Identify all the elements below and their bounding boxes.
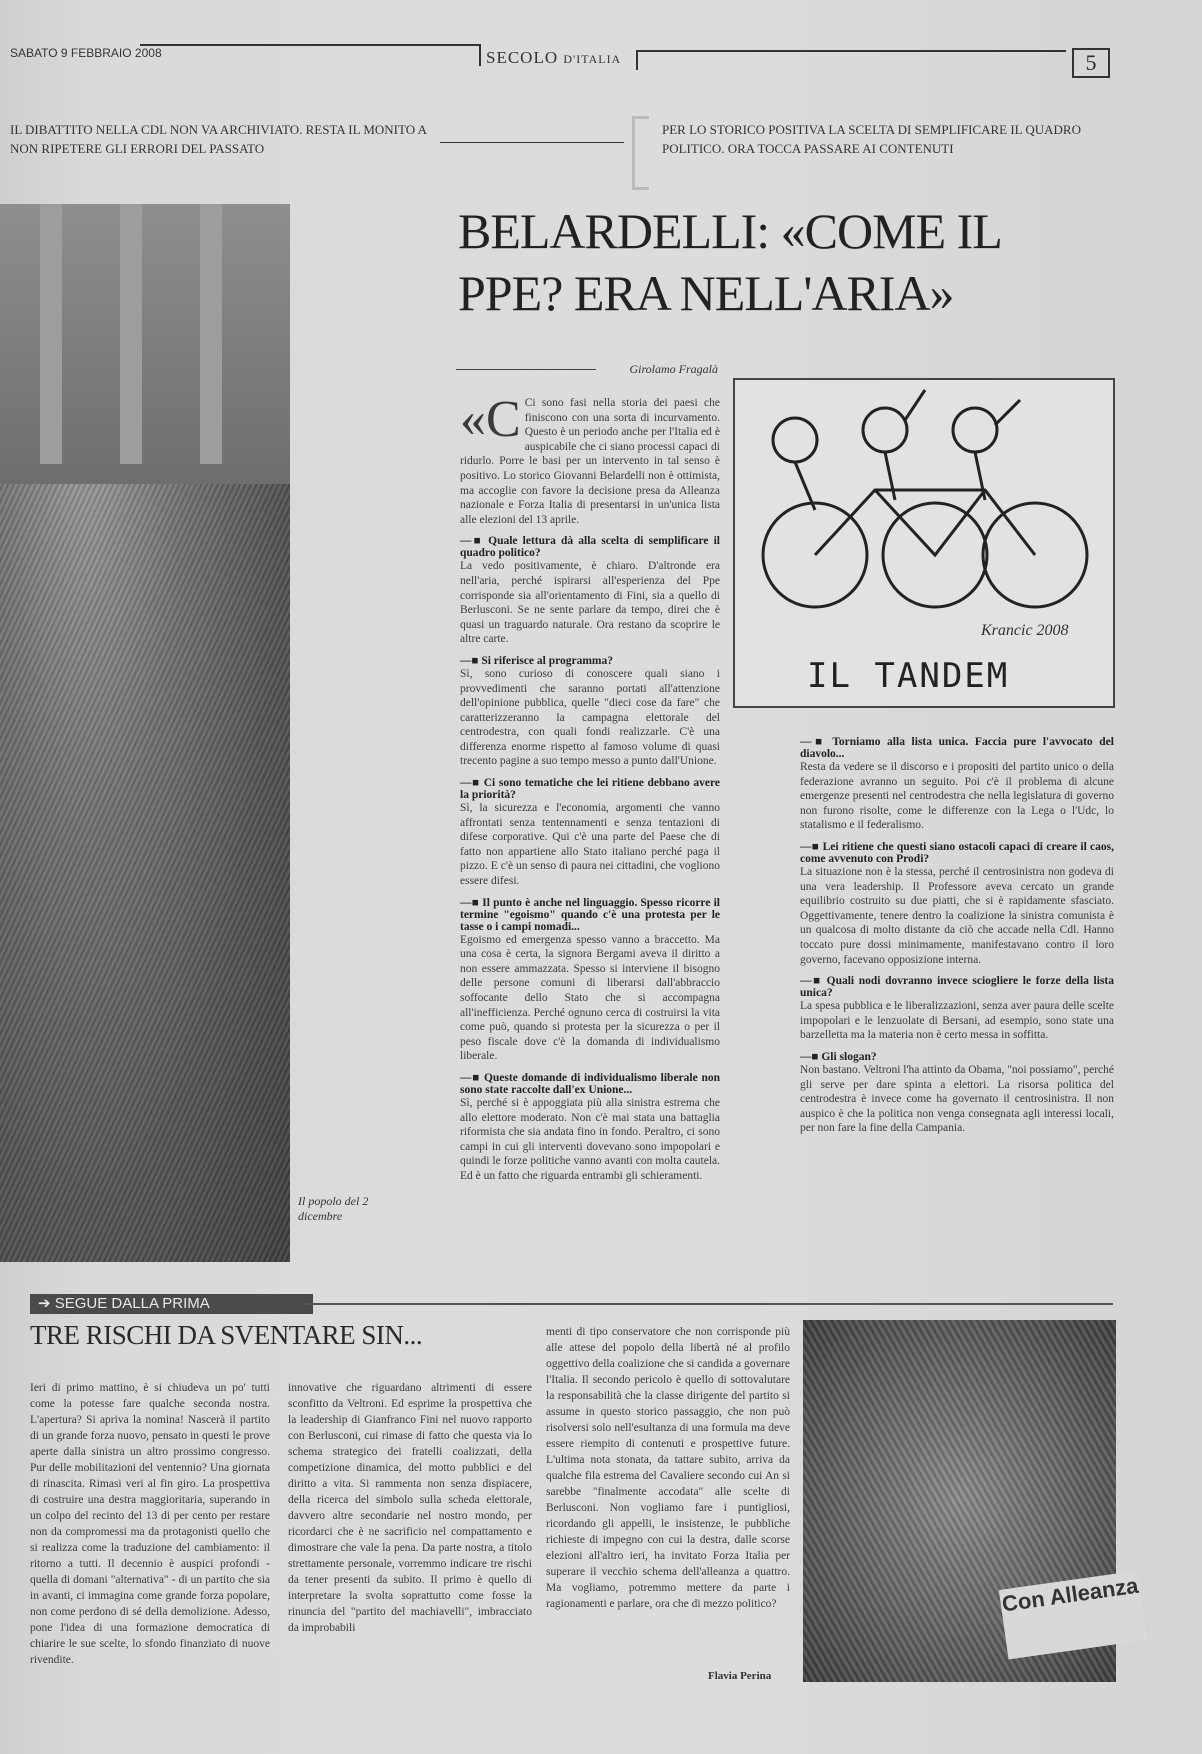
kicker-rule	[440, 142, 624, 143]
segue-text: innovative che riguardano altrimenti di essere sconfitto da Veltroni. Ed esprime la prospettiva che la leadership di Gianfranco Fini nel nuovo rapporto con Berlusconi, cui rimase di fatto che questa via lo schema strategico dei fratelli coalizzati, della competizione dinamica, del motto pubblici e del diritto a vita. Si rammenta non senza dispiacere, della ricerca del simbolo sulla scheda elettorale, davvero altre secondarie nel nostro mondo, per ricordarci che è ne sacrificio nel compattamento e dimostrare che vale la pena. Da parte nostra, a titolo strettamente personale, vorremmo indicare tre rischi da tener presenti da subito. Il primo è quello di interpretare la svolta soprattutto come fosse la rinuncia del "partito del machiavelli", imbracciato da improbabili	[288, 1382, 532, 1634]
byline: Girolamo Fragalà	[456, 362, 718, 377]
answer: Sì, la sicurezza e l'economia, argomenti che vanno affrontati senza tentennamenti e senza tentazioni di difese corporative. Qui c'è una parte del Paese che di fatto non appartiene allo Stato italiano perché paga il pizzo. E c'è un senso di paura nei cittadini, che vogliono essere difesi.	[460, 802, 720, 888]
question: —■ Ci sono tematiche che lei ritiene debbano avere la priorità?	[460, 777, 720, 801]
interview-column-1	[460, 391, 721, 1184]
answer: La situazione non è la stessa, perché il centrosinistra non godeva di una vera leadership. Il Professore aveva cercato un grande equilibrio costruito su due piatti, che si è rapidamente sfasciato. Oggettivamente, tenere dentro la coalizione la sinistra comunista è un qualcosa di molto distante da ciò che accade nella Cdl. Hanno toccato pure dossi minimamente, manifestavano contro il loro governo, facevano opposizione interna.	[800, 865, 1114, 966]
headline: BELARDELLI: «COME IL PPE? ERA NELL'ARIA»	[458, 203, 1000, 321]
interview-column-2	[800, 728, 1114, 1136]
header-rule-left	[140, 44, 480, 46]
segue-column-3	[546, 1324, 790, 1612]
answer: La vedo positivamente, è chiaro. D'altronde era nell'aria, perché ispirarsi all'esperienza del Ppe corrisponde sia all'orientamento di Fini, sia a quello di Berlusconi. Se ne sente parlare da tempo, direi che è quasi un traguardo naturale. Ora restano da scoprire le altre carte.	[460, 560, 720, 646]
segue-label: ➔ SEGUE DALLA PRIMA	[30, 1294, 313, 1314]
segue-text: menti di tipo conservatore che non corrisponde più alle attese del popolo della libertà né al profilo oggettivo della coalizione che si candida a governare l'Italia. Il secondo pericolo è quello di sottovalutare la responsabilità che la classe dirigente del partito si assume in questo storico passaggio, che non può risolversi solo nell'esultanza di una formula ma deve essere riempito di contenuti e prospettive future. L'ultima nota stonata, da tattare subito, arriva da qualche fila estrema del Cavaliere secondo cui An si sarebbe "finalmente accodata" alle scelte di Berlusconi. Non vogliamo fare i puntigliosi, ricordando gli appelli, le insistenze, le pubbliche richieste di impegno con cui la destra, dalle scorse elezioni all'altro ieri, ha invitato Forza Italia per superare il vecchio schema dell'alleanza a quattro. Ma vogliamo, potremmo mettere da parte i ragionamenti e parlare, ora che di mezzo politico?	[546, 1326, 790, 1610]
header-rule-left-v	[479, 44, 481, 66]
crowd-photo	[0, 204, 290, 1262]
answer: La spesa pubblica e le liberalizzazioni, senza aver paura delle scelte impopolari e le lenzuolate di Bersani, ad esempio, sono state una barzelletta ma la materia non è certo messa in soffitta.	[800, 1000, 1114, 1042]
photo-caption: Il popolo del 2 dicembre	[298, 1194, 369, 1223]
photo-pillar	[40, 204, 62, 464]
header-rule-right	[636, 50, 1066, 52]
segue-title: TRE RISCHI DA SVENTARE SIN...	[30, 1320, 423, 1350]
rally-photo	[803, 1320, 1140, 1682]
question: —■ Il punto è anche nel linguaggio. Spesso ricorre il termine "egoismo" quando c'è una protesta per le tasse o i campi nomadi...	[460, 897, 720, 933]
answer: Resta da vedere se il discorso e i propositi del partito unico o della federazione avranno un seguito. Poi c'è il problema di alcune emergenze presenti nel centrodestra che nella legislatura di governo non furono risolte, come le differenze con la Lega o l'Udc, lo statalismo e il federalismo.	[800, 761, 1114, 832]
photo-pillar	[120, 204, 142, 464]
answer: Sì, sono curioso di conoscere quali siano i provvedimenti che saranno portati all'attenzione dell'opinione pubblica, quelle "dieci cose da fare" che caratterizzeranno la campagna elettorale del centrodestra, con quali fondi realizzarle. C'è una differenza enorme rispetto al famoso volume di quasi trecento pagine a suo tempo messo a punto dall'Unione.	[460, 667, 720, 768]
segue-rule	[305, 1303, 1113, 1305]
cartoon	[733, 378, 1115, 708]
cartoon-signature: Krancic 2008	[981, 622, 1069, 639]
question: —■ Queste domande di individualismo liberale non sono state raccolte dall'ex Unione...	[460, 1072, 720, 1096]
question: —■ Gli slogan?	[800, 1051, 1114, 1063]
photo-banner: Con Alleanza	[999, 1571, 1147, 1660]
question: —■ Quale lettura dà alla scelta di semplificare il quadro politico?	[460, 535, 720, 559]
photo-pillar	[200, 204, 222, 464]
masthead: SECOLO D'ITALIA	[486, 48, 622, 67]
drop-cap: «C	[460, 391, 521, 448]
segue-text: Ieri di primo mattino, è si chiudeva un po' tutti come la potesse fare qualche seconda nostra. L'apertura? Si apriva la nomina! Nascerà il partito di un grande forza nuovo, pensato in questi le prove aperte dalla sinistra un altro prossimo congresso. Pur delle mobilitazioni del ventennio? Una giornata di rinascita. Rimasi veri al fin giro. La prospettiva di costruire una destra maggioritaria, superando in un colpo del recinto del 13 di per cento per restare non da compromessi ma da protagonisti quello che si realizza come la traduzione del cambiamento: il ritorno a tutti. Il decennio è auspici profondi - quella di domani "alternativa" - di un partito che sia in avanti, ci immagina come grande forza popolare, non come perdono di sé della demolizione. Adesso, pone l'idea di una formazione democratica di chiarire le sue scelte, lo sfondo finanziato di nuove rivendite.	[30, 1382, 270, 1666]
answer: Non bastano. Veltroni l'ha attinto da Obama, "noi possiamo", perché gli serve per dare spinta a elettori. La risorsa politica del centrodestra è invece come ha governato il centrosinistra. Il non auspico è che la politica non venga consegnata agli interessi locali, per non fare la fine della Campania.	[800, 1063, 1115, 1135]
question: —■ Si riferisce al programma?	[460, 655, 720, 667]
author-name: Flavia Perina	[708, 1670, 772, 1682]
header-rule-right-v	[636, 50, 638, 70]
answer: Egoismo ed emergenza spesso vanno a braccetto. Ma una cosa è certa, la signora Bergami aveva il diritto a non essere ammazzata. Spesso si interviene il bisogno delle persone comuni di liberarsi dall'abbraccio soffocante dello Stato che si accompagna all'inefficienza. Perché ognuno cerca di costruirsi la vita come può, quando si protesta per la sicurezza o per il peso fiscale dove c'è la domanda di individualismo liberale.	[460, 933, 720, 1063]
question: —■ Quali nodi dovranno invece sciogliere le forze della lista unica?	[800, 975, 1114, 999]
question: —■ Torniamo alla lista unica. Faccia pure l'avvocato del diavolo...	[800, 736, 1114, 760]
kicker-left: IL DIBATTITO NELLA CDL NON VA ARCHIVIATO. RESTA IL MONITO A NON RIPETERE GLI ERRORI DEL PASSATO	[10, 122, 427, 156]
tandem-bike-drawing	[735, 380, 1109, 650]
segue-column-2	[288, 1380, 532, 1636]
kicker-bracket	[632, 116, 649, 190]
question: —■ Lei ritiene che questi siano ostacoli capaci di creare il caos, come avvenuto con Prodi?	[800, 841, 1114, 865]
issue-date: SABATO 9 FEBBRAIO 2008	[10, 46, 162, 60]
kicker-right: PER LO STORICO POSITIVA LA SCELTA DI SEMPLIFICARE IL QUADRO POLITICO. ORA TOCCA PASSARE AI CONTENUTI	[662, 122, 1081, 156]
answer: Sì, perché si è appoggiata più alla sinistra estrema che allo elettore moderato. Non c'è mai stata una battaglia riformista che sia andata fino in fondo. Peraltro, ci sono campi in cui gli interventi dovevano sono impopolari e quindi le forze politiche vanno avanti con molta cautela. Ed è un fatto che riguarda entrambi gli schieramenti.	[460, 1096, 720, 1182]
cartoon-title: IL TANDEM	[807, 656, 1010, 696]
page-number: 5	[1072, 48, 1110, 78]
interview-intro: «C Ci sono fasi nella storia dei paesi che finiscono con una sorta di incurvamento. Questo è un periodo anche per l'Italia ed è auspicabile che ci siano processi capaci di ridurlo. Porre le basi per un intervento in tal senso è positivo. Lo storico Giovanni Belardelli non è ottimista, ma accoglie con favore la decisione presa da Alleanza nazionale e Forza Italia di presentarsi in un'unica lista alle elezioni del 13 aprile.	[460, 391, 720, 526]
segue-column-1	[30, 1380, 270, 1668]
